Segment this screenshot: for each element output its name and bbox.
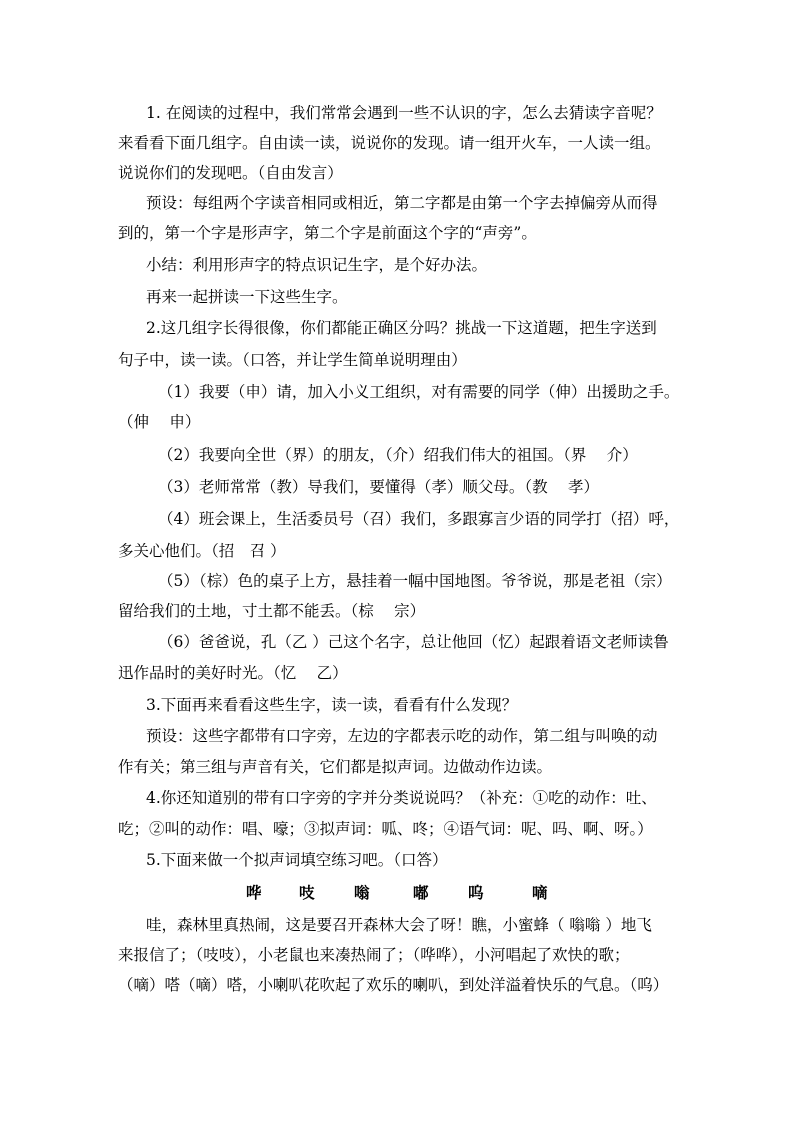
word-bank bbox=[0, 882, 794, 904]
text-line: 4.你还知道别的带有口字旁的字并分类说说吗？（补充：①吃的动作：吐、 bbox=[146, 789, 657, 807]
word-bank-item: 嘟 bbox=[413, 883, 429, 902]
word-bank-item: 吱 bbox=[299, 883, 315, 902]
text-line: 3.下面再来看看这些生字，读一读，看看有什么发现？ bbox=[146, 696, 518, 714]
text-line: 预设：这些字都带有口字旁，左边的字都表示吃的动作，第二组与叫唤的动 bbox=[146, 727, 658, 745]
word-bank-item: 哗 bbox=[246, 883, 262, 902]
text-line: （1）我要（申）请，加入小义工组织，对有需要的同学（伸）出援助之手。 bbox=[158, 383, 680, 401]
text-line: 说说你们的发现吧。（自由发言） bbox=[118, 164, 343, 182]
text-line: （3）老师常常（教）导我们，要懂得（孝）顺父母。（教 孝） bbox=[158, 478, 600, 496]
text-line: 句子中，读一读。（口答，并让学生简单说明理由） bbox=[118, 351, 467, 369]
text-line: 迅作品时的美好时光。（忆 乙） bbox=[118, 664, 348, 682]
text-line: 来报信了；（吱吱），小老鼠也来凑热闹了；（哗哗），小河唱起了欢快的歌； bbox=[118, 946, 630, 964]
text-line: （伸 申） bbox=[118, 413, 201, 431]
word-bank-item: 嗡 bbox=[354, 883, 370, 902]
word-bank-item: 嘀 bbox=[532, 883, 548, 902]
text-line: （嘀）嗒（嘀）嗒，小喇叭花吹起了欢乐的喇叭，到处洋溢着快乐的气息。（呜） bbox=[118, 976, 669, 994]
text-line: 小结：利用形声字的特点识记生字，是个好办法。 bbox=[146, 256, 488, 274]
text-line: 作有关；第三组与声音有关，它们都是拟声词。边做动作边读。 bbox=[118, 758, 553, 776]
text-line: 多关心他们。（招 召 ） bbox=[118, 542, 286, 560]
text-line: 到的，第一个字是形声字，第二个字是前面这个字的“声旁”。 bbox=[118, 224, 537, 242]
text-line: （6）爸爸说，孔（乙 ）己这个名字，总让他回（忆）起跟着语文老师读鲁 bbox=[158, 633, 669, 651]
text-line: 2.这几组字长得很像，你们都能正确区分吗？挑战一下这道题，把生字送到 bbox=[146, 319, 657, 337]
text-line: （5）（棕）色的桌子上方，悬挂着一幅中国地图。爷爷说，那是老祖（宗） bbox=[158, 572, 672, 590]
text-line: （2）我要向全世（界）的朋友，（介）绍我们伟大的祖国。（界 介） bbox=[158, 446, 638, 464]
text-line: 哇，森林里真热闹，这是要召开森林大会了呀！瞧，小蜜蜂（ 嗡嗡 ）地飞 bbox=[146, 916, 652, 934]
text-line: （4）班会课上，生活委员号（召）我们，多跟寡言少语的同学打（招）呼， bbox=[158, 510, 680, 528]
text-line: 来看看下面几组字。自由读一读，说说你的发现。请一组开火车，一人读一组。 bbox=[118, 134, 661, 152]
text-line: 5.下面来做一个拟声词填空练习吧。（口答） bbox=[146, 851, 448, 869]
text-line: 吃；②叫的动作：唱、嚎；③拟声词：呱、咚；④语气词：呢、吗、啊、呀。） bbox=[118, 820, 653, 838]
text-line: 1. 在阅读的过程中，我们常常会遇到一些不认识的字，怎么去猜读字音呢？ bbox=[146, 104, 662, 122]
text-line: 再来一起拼读一下这些生字。 bbox=[146, 288, 348, 306]
text-line: 预设：每组两个字读音相同或相近，第二字都是由第一个字去掉偏旁从而得 bbox=[146, 194, 658, 212]
text-line: 留给我们的土地，寸土都不能丢。（棕 宗） bbox=[118, 602, 426, 620]
word-bank-item: 呜 bbox=[468, 883, 484, 902]
